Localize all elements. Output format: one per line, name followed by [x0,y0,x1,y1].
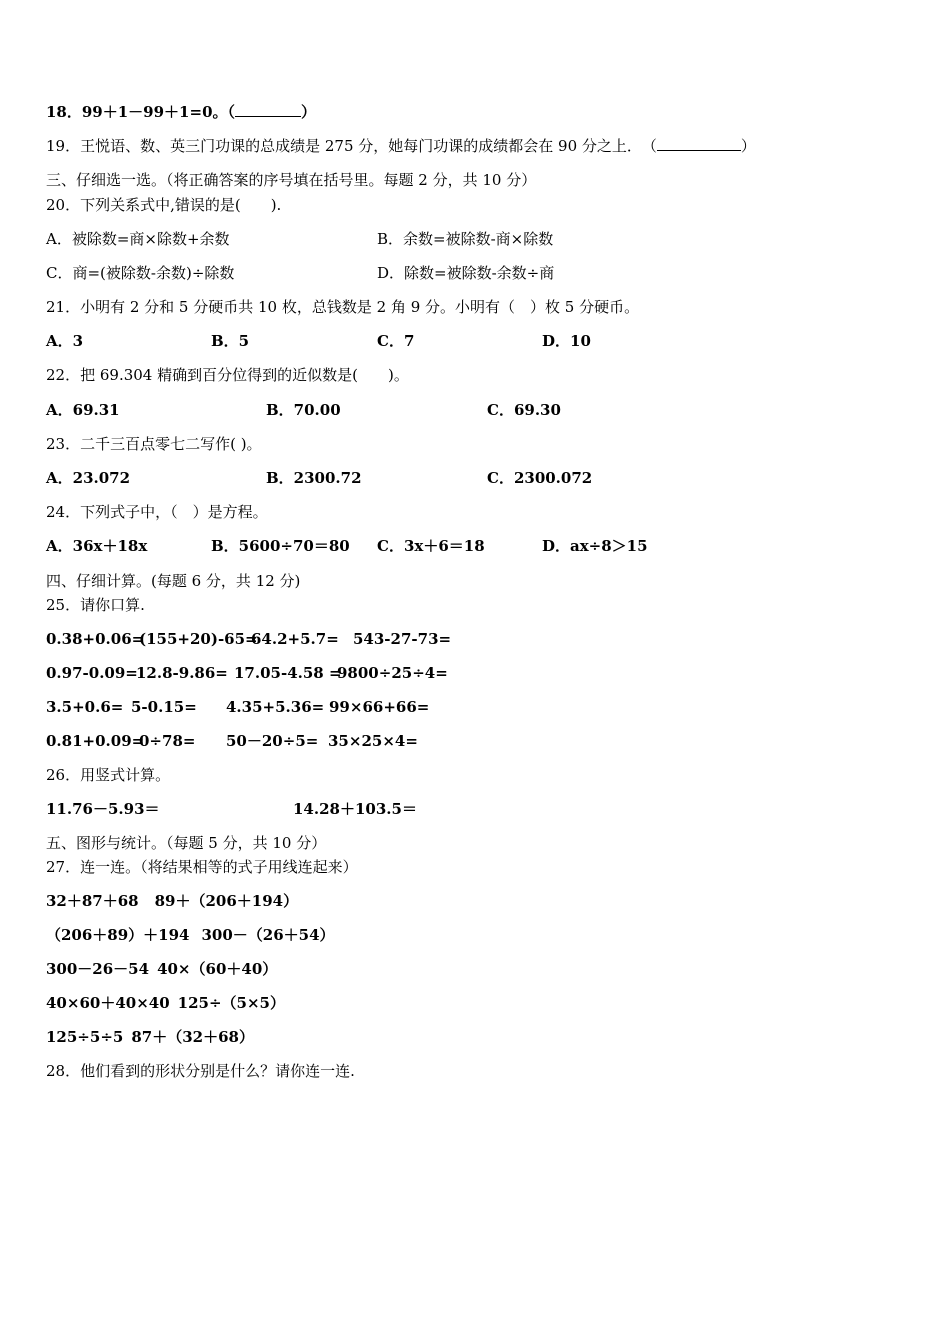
answer-blank[interactable] [235,102,301,117]
section-5-title: 五、图形与统计。（每题 5 分，共 10 分） [46,834,327,852]
q21-option-b[interactable]: B．5 [211,332,250,350]
q23-option-b[interactable]: B．2300.72 [266,469,362,487]
question-23-stem: 23．二千三百点零七二写作( )。 [46,435,262,453]
q25-item: 17.05-4.58 = [234,664,342,682]
q27-left-expr[interactable]: 300－26－54 [46,960,150,978]
question-18 [46,102,316,122]
q25-item: (155+20)-65= [139,630,258,648]
q20-option-c[interactable]: C．商=(被除数-余数)÷除数 [46,264,235,282]
q25-item: 9800÷25÷4= [337,664,448,682]
q25-item: 35×25×4= [328,732,418,750]
q27-right-expr[interactable]: 89＋（206＋194） [154,892,299,910]
question-22-stem: 22．把 69.304 精确到百分位得到的近似数是( )。 [46,366,409,384]
q25-item: 99×66+66= [329,698,430,716]
question-21-stem: 21．小明有 2 分和 5 分硬币共 10 枚，总钱数是 2 角 9 分。小明有（ ）枚 5 分硬币。 [46,298,640,316]
q27-pair-row [46,1027,254,1047]
q21-option-c[interactable]: C．7 [377,332,415,350]
question-number: 19． [46,137,81,155]
q25-item: 0.38+0.06= [46,630,145,648]
q25-item: 0.97-0.09= [46,664,138,682]
q25-item: 5-0.15= [131,698,197,716]
q20-option-b[interactable]: B．余数=被除数-商×除数 [377,230,554,248]
q24-option-b[interactable]: B．5600÷70＝80 [211,537,350,555]
q25-item: 64.2+5.7= [251,630,339,648]
q27-left-expr[interactable]: 32＋87＋68 [46,892,139,910]
q22-option-b[interactable]: B．70.00 [266,401,341,419]
q27-right-expr[interactable]: 40×（60＋40） [157,960,278,978]
q27-right-expr[interactable]: 300－（26＋54） [201,926,335,944]
q25-item: 50－20÷5= [226,732,319,750]
q27-pair-row [46,891,298,911]
q27-right-expr[interactable]: 87＋（32＋68） [131,1028,254,1046]
question-24-stem: 24．下列式子中，（ ）是方程。 [46,503,268,521]
q27-left-expr[interactable]: 40×60＋40×40 [46,994,170,1012]
question-25-stem: 25．请你口算. [46,596,145,614]
question-26-stem: 26．用竖式计算。 [46,766,171,784]
q20-option-d[interactable]: D．除数=被除数-余数÷商 [377,264,555,282]
q26-item: 11.76－5.93＝ [46,800,160,818]
q25-item: 543-27-73= [353,630,452,648]
q24-option-a[interactable]: A．36x＋18x [46,537,148,555]
close-paren: ） [740,137,756,155]
q25-item: 3.5+0.6= [46,698,124,716]
q21-option-a[interactable]: A．3 [46,332,84,350]
q23-option-a[interactable]: A．23.072 [46,469,131,487]
section-4-title: 四、仔细计算。(每题 6 分，共 12 分) [46,572,301,590]
q23-option-c[interactable]: C．2300.072 [487,469,593,487]
q25-item: 12.8-9.86= [136,664,228,682]
q27-left-expr[interactable]: （206＋89）＋194 [46,926,190,944]
q27-left-expr[interactable]: 125÷5÷5 [46,1028,124,1046]
section-3-title: 三、仔细选一选。（将正确答案的序号填在括号里。每题 2 分，共 10 分） [46,171,537,189]
question-20-stem: 20．下列关系式中,错误的是( ). [46,196,282,214]
q27-pair-row [46,993,285,1013]
question-27-stem: 27．连一连。（将结果相等的式子用线连起来） [46,858,358,876]
q20-option-a[interactable]: A．被除数=商×除数+余数 [46,230,230,248]
q22-option-c[interactable]: C．69.30 [487,401,561,419]
q25-item: 0.81+0.09= [46,732,145,750]
q26-item: 14.28＋103.5＝ [293,800,417,818]
q27-right-expr[interactable]: 125÷（5×5） [177,994,285,1012]
q25-item: 0÷78= [139,732,196,750]
q24-option-c[interactable]: C．3x＋6＝18 [377,537,485,555]
q21-option-d[interactable]: D．10 [542,332,591,350]
question-text: 王悦语、数、英三门功课的总成绩是 275 分，她每门功课的成绩都会在 90 分之上． （ [80,137,657,155]
q27-pair-row [46,925,335,945]
q22-option-a[interactable]: A．69.31 [46,401,120,419]
question-19 [46,136,756,156]
close-paren: ） [301,103,317,121]
q27-pair-row [46,959,277,979]
question-28-stem: 28．他们看到的形状分别是什么？请你连一连. [46,1062,355,1080]
question-number: 18． [46,103,82,121]
q25-item: 4.35+5.36= [226,698,325,716]
question-text: 99＋1－99＋1=0。（ [81,103,236,121]
answer-blank[interactable] [657,136,741,151]
q24-option-d[interactable]: D．ax÷8＞15 [542,537,648,555]
